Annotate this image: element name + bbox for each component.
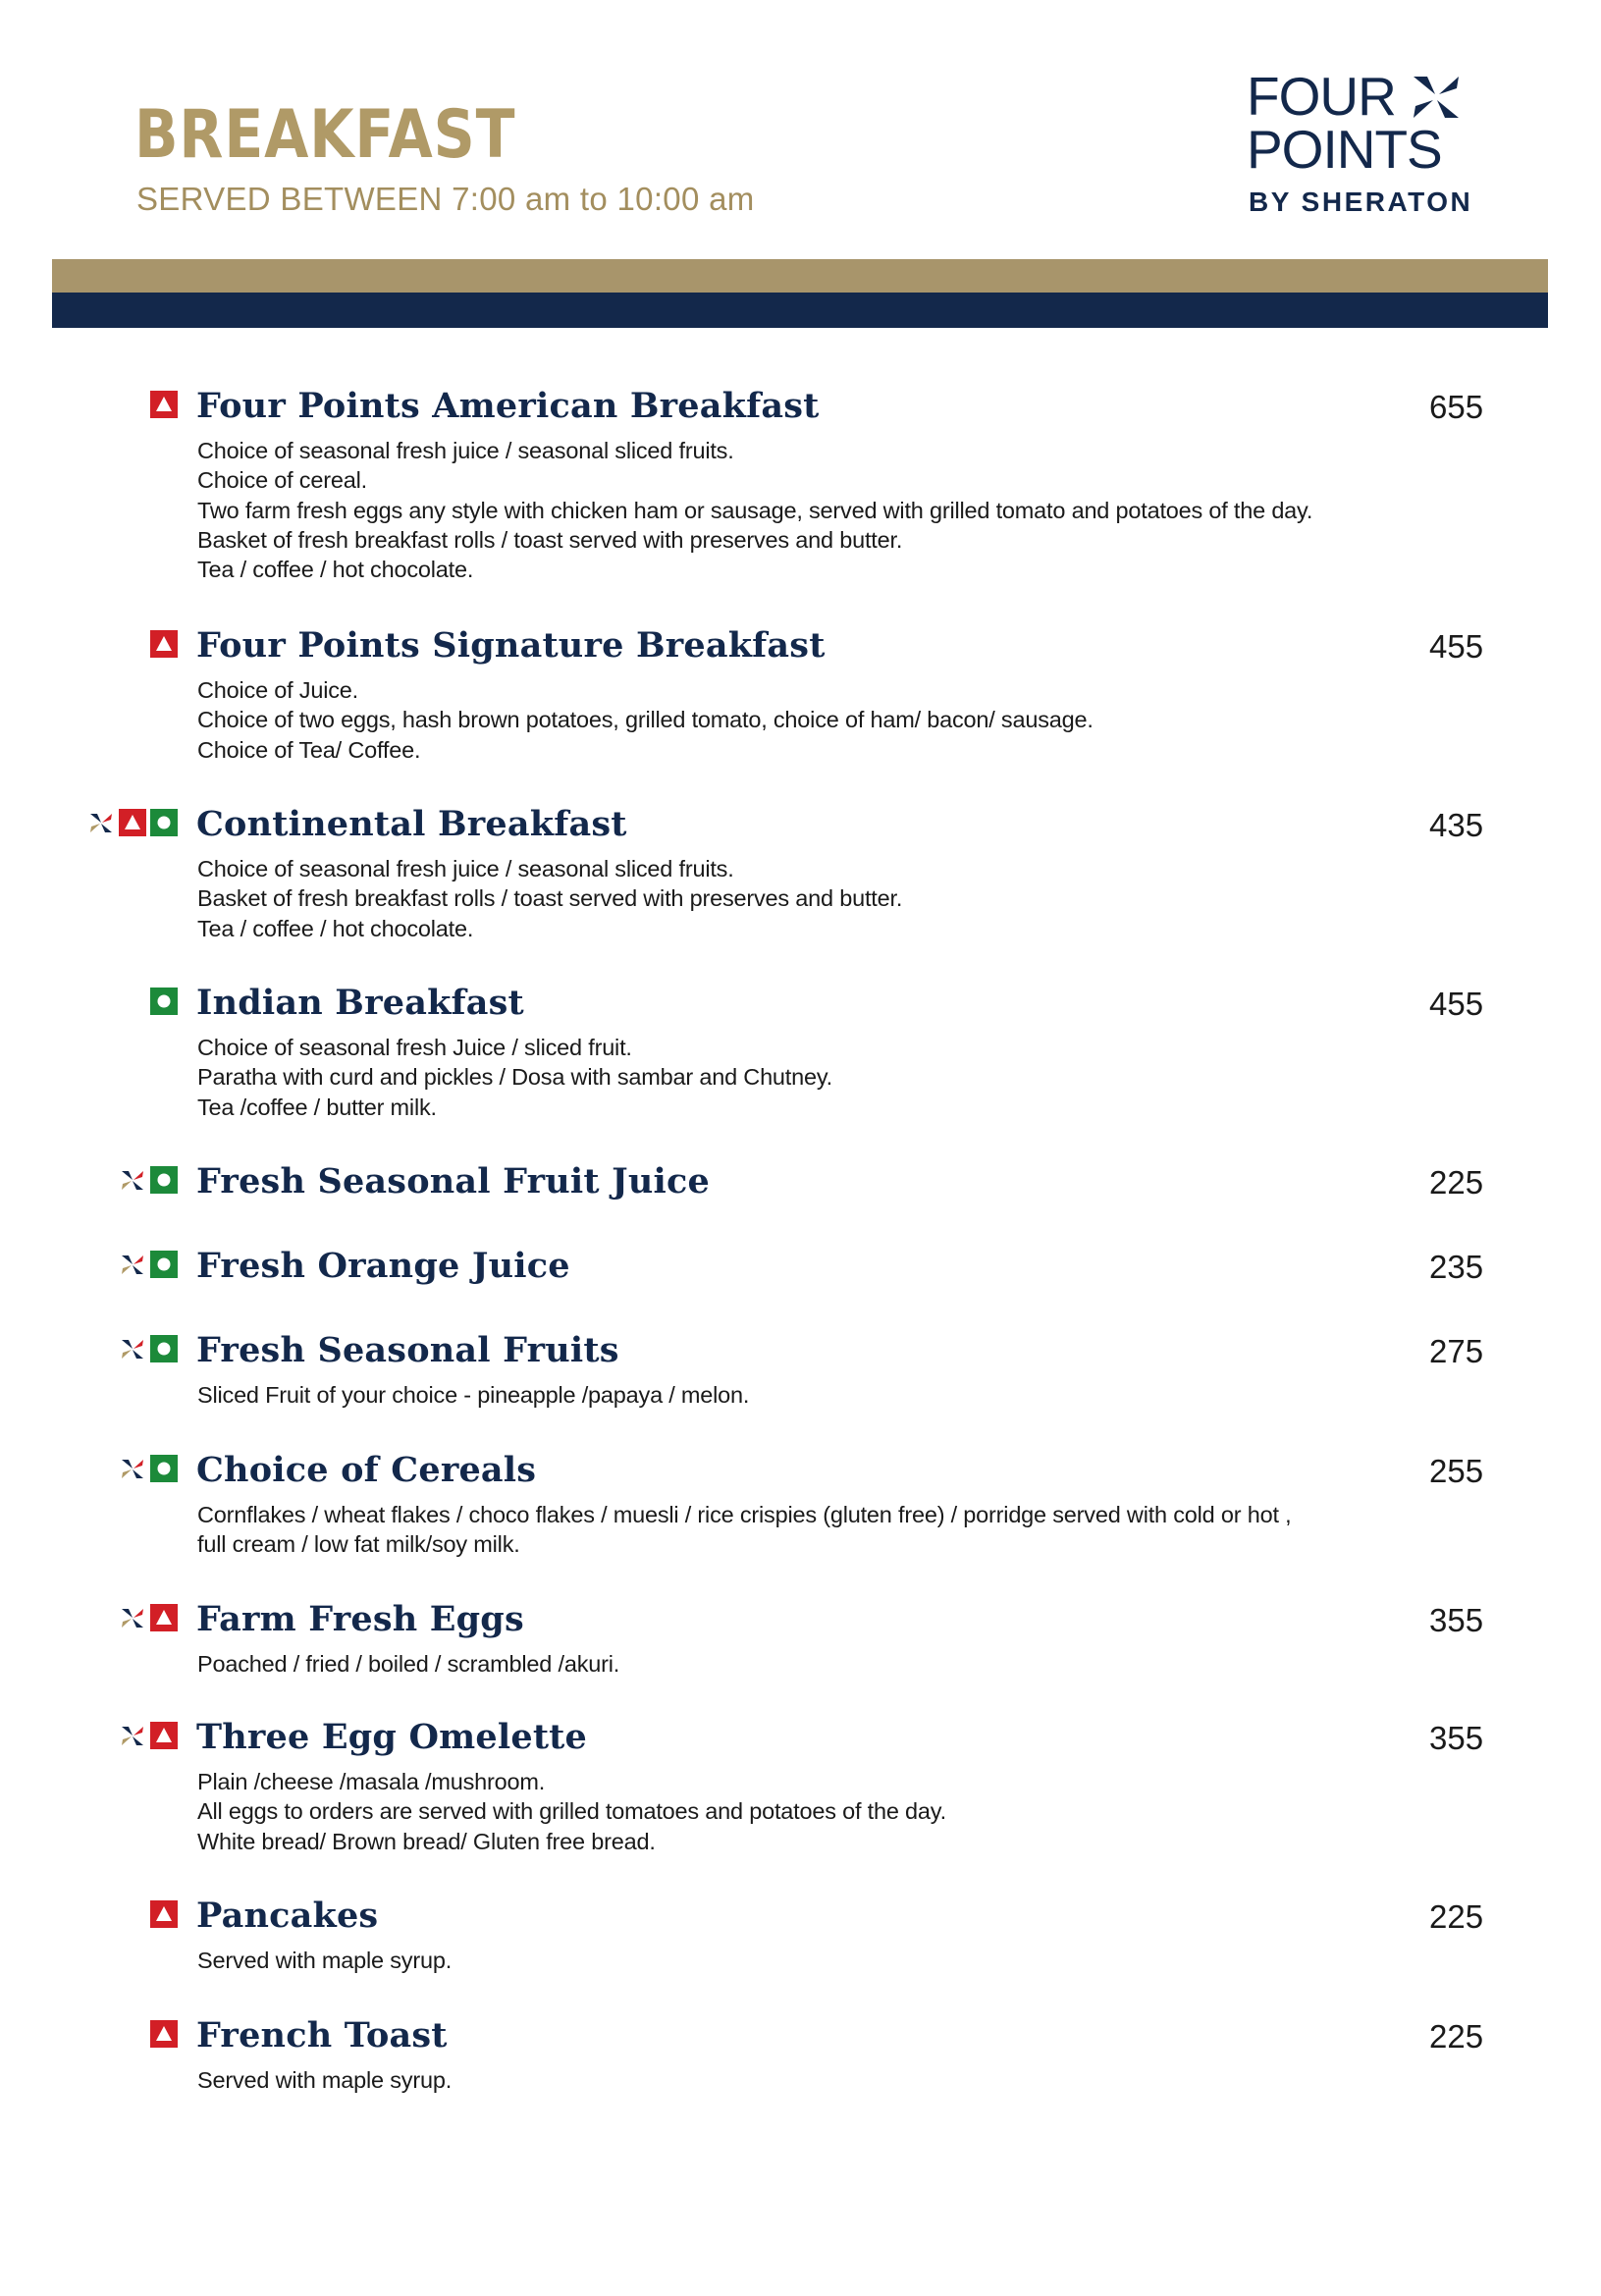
description-line: Tea / coffee / hot chocolate. <box>197 915 474 941</box>
non-vegetarian-icon <box>150 1900 178 1928</box>
dietary-icons <box>87 809 178 836</box>
description-line: Plain /cheese /masala /mushroom. <box>197 1769 546 1794</box>
description-line: Poached / fried / boiled / scrambled /akuri. <box>197 1651 620 1677</box>
menu-item-description <box>197 1380 1405 1410</box>
dietary-icons <box>150 2020 178 2048</box>
description-line: Choice of Juice. <box>197 677 358 703</box>
menu-item-name: French Toast <box>196 2015 448 2056</box>
menu-item-name: Four Points American Breakfast <box>196 386 820 426</box>
description-line: Choice of seasonal fresh juice / seasonal sliced fruits. <box>197 438 734 463</box>
vegetarian-icon <box>150 1166 178 1194</box>
description-line: Sliced Fruit of your choice - pineapple /papaya / melon. <box>197 1382 750 1408</box>
gold-divider-band <box>52 259 1548 293</box>
menu-item-price: 355 <box>1429 1602 1484 1638</box>
serving-hours: SERVED BETWEEN 7:00 am to 10:00 am <box>136 181 755 217</box>
description-line: Choice of seasonal fresh juice / seasonal sliced fruits. <box>197 856 734 881</box>
dietary-icons <box>150 988 178 1015</box>
description-line: Choice of Tea/ Coffee. <box>197 736 421 763</box>
non-vegetarian-icon <box>150 2020 178 2048</box>
menu-item-price: 275 <box>1429 1333 1484 1369</box>
description-line: Basket of fresh breakfast rolls / toast served with preserves and butter. <box>197 885 903 912</box>
menu-item-description <box>197 1500 1405 1560</box>
non-vegetarian-icon <box>150 630 178 658</box>
four-points-special-icon <box>119 1455 146 1482</box>
menu-item-name: Continental Breakfast <box>196 804 627 844</box>
pinwheel-logo-icon <box>1410 73 1463 122</box>
menu-item-price: 225 <box>1429 2018 1484 2055</box>
menu-item-name: Indian Breakfast <box>196 983 524 1023</box>
dietary-icons <box>119 1455 178 1482</box>
menu-item-description <box>197 675 1405 765</box>
four-points-logo <box>1247 66 1473 228</box>
logo-word-four: FOUR <box>1247 66 1396 127</box>
four-points-special-icon <box>87 809 115 836</box>
menu-item-name: Fresh Orange Juice <box>196 1246 570 1286</box>
vegetarian-icon <box>150 1251 178 1278</box>
menu-item-name: Fresh Seasonal Fruits <box>196 1330 619 1370</box>
menu-item-name: Fresh Seasonal Fruit Juice <box>196 1161 711 1201</box>
menu-item-price: 225 <box>1429 1164 1484 1201</box>
description-line: Two farm fresh eggs any style with chicken ham or sausage, served with grilled tomato and potatoes of the day. <box>197 497 1313 523</box>
menu-header <box>0 0 1601 255</box>
four-points-special-icon <box>119 1604 146 1631</box>
menu-item-price: 225 <box>1429 1898 1484 1935</box>
description-line: White bread/ Brown bread/ Gluten free bread. <box>197 1828 656 1854</box>
non-vegetarian-icon <box>150 1604 178 1631</box>
menu-item-description <box>197 1033 1405 1122</box>
menu-item-price: 435 <box>1429 807 1484 843</box>
menu-item-description <box>197 1767 1405 1856</box>
vegetarian-icon <box>150 988 178 1015</box>
non-vegetarian-icon <box>150 1722 178 1749</box>
menu-item-price: 255 <box>1429 1453 1484 1489</box>
vegetarian-icon <box>150 1335 178 1362</box>
menu-item-name: Four Points Signature Breakfast <box>196 625 826 666</box>
description-line: Basket of fresh breakfast rolls / toast served with preserves and butter. <box>197 526 903 553</box>
vegetarian-icon <box>150 809 178 836</box>
menu-item-price: 235 <box>1429 1249 1484 1285</box>
menu-item-price: 655 <box>1429 389 1484 425</box>
menu-item-description <box>197 1649 1405 1679</box>
four-points-special-icon <box>119 1335 146 1362</box>
description-line: Choice of cereal. <box>197 467 367 494</box>
menu-item-name: Pancakes <box>196 1896 379 1936</box>
dietary-icons <box>119 1604 178 1631</box>
navy-divider-band <box>52 293 1548 328</box>
description-line: Cornflakes / wheat flakes / choco flakes / muesli / rice crispies (gluten free) / porridge served with cold or hot , <box>197 1502 1292 1527</box>
menu-item-name: Farm Fresh Eggs <box>196 1599 524 1639</box>
menu-item-description <box>197 2065 1405 2095</box>
menu-item-name: Choice of Cereals <box>196 1450 537 1490</box>
description-line: Tea / coffee / hot chocolate. <box>197 557 474 583</box>
description-line: All eggs to orders are served with grilled tomatoes and potatoes of the day. <box>197 1798 946 1825</box>
description-line: Paratha with curd and pickles / Dosa with sambar and Chutney. <box>197 1064 833 1091</box>
four-points-special-icon <box>119 1251 146 1278</box>
description-line: Served with maple syrup. <box>197 1948 453 1973</box>
dietary-icons <box>119 1722 178 1749</box>
dietary-icons <box>150 630 178 658</box>
description-line: Choice of two eggs, hash brown potatoes, grilled tomato, choice of ham/ bacon/ sausage. <box>197 707 1094 733</box>
dietary-icons <box>150 1900 178 1928</box>
logo-by-sheraton: BY SHERATON <box>1249 187 1473 217</box>
description-line: Served with maple syrup. <box>197 2067 453 2093</box>
menu-item-price: 355 <box>1429 1720 1484 1756</box>
menu-item-description <box>197 854 1405 943</box>
dietary-icons <box>119 1251 178 1278</box>
menu-item-price: 455 <box>1429 986 1484 1022</box>
menu-item-price: 455 <box>1429 628 1484 665</box>
description-line: Choice of seasonal fresh Juice / sliced fruit. <box>197 1035 632 1060</box>
menu-item-description <box>197 436 1405 584</box>
dietary-icons <box>119 1335 178 1362</box>
four-points-special-icon <box>119 1166 146 1194</box>
page-title: BREAKFAST <box>134 96 516 174</box>
four-points-special-icon <box>119 1722 146 1749</box>
non-vegetarian-icon <box>119 809 146 836</box>
non-vegetarian-icon <box>150 391 178 418</box>
logo-word-points: POINTS <box>1247 119 1442 180</box>
description-line: Tea /coffee / butter milk. <box>197 1094 437 1120</box>
menu-item-description <box>197 1946 1405 1975</box>
description-line: full cream / low fat milk/soy milk. <box>197 1531 520 1558</box>
dietary-icons <box>119 1166 178 1194</box>
menu-item-name: Three Egg Omelette <box>196 1717 588 1757</box>
dietary-icons <box>150 391 178 418</box>
vegetarian-icon <box>150 1455 178 1482</box>
